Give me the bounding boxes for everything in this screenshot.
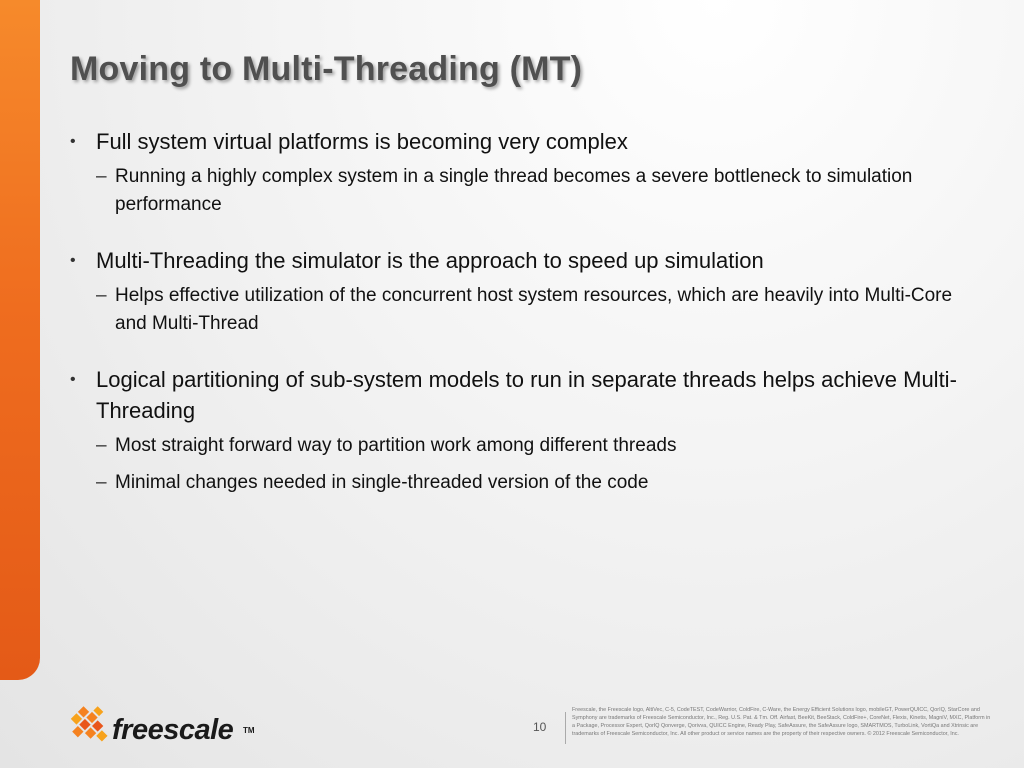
footer-divider: [565, 712, 566, 744]
dash-icon: –: [96, 285, 107, 306]
bullet-item: [70, 126, 970, 157]
sub-bullet-item: [70, 282, 970, 338]
sub-bullet-text: Most straight forward way to partition work among different threads: [115, 435, 677, 456]
trademark-mark: TM: [243, 726, 255, 735]
logo-wordmark: freescale: [112, 714, 234, 746]
sub-bullet-text: Helps effective utilization of the concurrent host system resources, which are heavily into Multi-Core and Multi-Thread: [115, 285, 953, 334]
sub-bullet-text: Running a highly complex system in a single thread becomes a severe bottleneck to simulation performance: [115, 166, 913, 215]
bullet-dot-icon: •: [70, 133, 76, 150]
bullet-text: Multi-Threading the simulator is the approach to speed up simulation: [96, 248, 764, 273]
legal-notice: Freescale, the Freescale logo, AltiVec, C-5, CodeTEST, CodeWarrior, ColdFire, C-Ware, the Energy Efficient Solutions logo, mobileGT, PowerQUICC, QorIQ, StarCore and Symphony are trademarks of Freescale Semiconductor, Inc., Reg. U.S. Pat. & Tm. Off. Airfast, BeeKit, BeeStack, ColdFire+, CoreNet, Flexis, Kinetis, MagniV, MXC, Platform in a Package, Processor Expert, QorIQ Qonverge, Qorivva, QUICC Engine, Ready Play, SafeAssure, the SafeAssure logo, SMARTMOS, TurboLink, VortiQa and Xtrinsic are trademarks of Freescale Semiconductor, Inc. All other product or service names are the property of their respective owners. © 2012 Freescale Semiconductor, Inc.: [572, 707, 991, 737]
bullet-item: [70, 364, 970, 426]
page-number: 10: [533, 720, 547, 734]
freescale-logo: [70, 700, 270, 752]
bullet-dot-icon: •: [70, 252, 76, 269]
slide-body: [70, 126, 970, 497]
bullet-text: Full system virtual platforms is becoming very complex: [96, 129, 628, 154]
sub-bullet-item: [70, 432, 970, 460]
orange-side-bar: [0, 0, 40, 680]
freescale-mark-icon: [70, 702, 114, 750]
bullet-item: [70, 245, 970, 276]
sub-bullet-text: Minimal changes needed in single-threaded version of the code: [115, 472, 649, 493]
bullet-text: Logical partitioning of sub-system models to run in separate threads helps achieve Multi-Threading: [96, 367, 957, 423]
dash-icon: –: [96, 435, 107, 456]
slide-title: Moving to Multi-Threading (MT): [70, 50, 583, 88]
dash-icon: –: [96, 166, 107, 187]
sub-bullet-item: [70, 469, 970, 497]
sub-bullet-item: [70, 163, 970, 219]
bullet-dot-icon: •: [70, 371, 76, 388]
dash-icon: –: [96, 472, 107, 493]
